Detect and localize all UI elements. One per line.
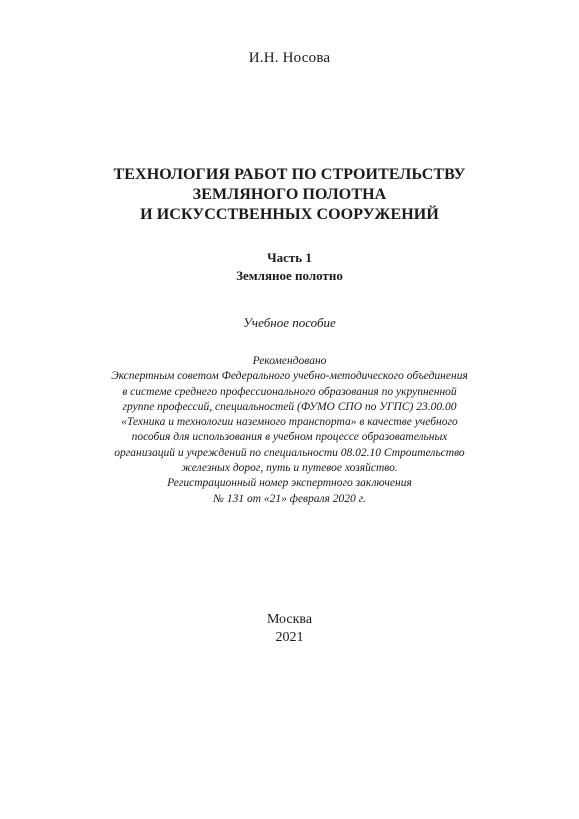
recommendation-line: Регистрационный номер экспертного заключения — [167, 477, 412, 490]
recommendation-line: в системе среднего профессионального образования по укрупненной — [122, 385, 457, 398]
title-line: ТЕХНОЛОГИЯ РАБОТ ПО СТРОИТЕЛЬСТВУ — [113, 166, 466, 183]
part-name: Земляное полотно — [236, 268, 343, 283]
imprint — [0, 611, 579, 647]
recommendation-line: Экспертным советом Федерального учебно-методического объединения — [111, 370, 468, 383]
title-line: И ИСКУССТВЕННЫХ СООРУЖЕНИЙ — [140, 206, 439, 223]
author-name: И.Н. Носова — [248, 50, 331, 66]
title-line: ЗЕМЛЯНОГО ПОЛОТНА — [192, 186, 387, 203]
book-title — [0, 165, 579, 225]
recommendation-line: № 131 от «21» февраля 2020 г. — [213, 492, 366, 505]
recommendation-line: «Техника и технологии наземного транспорта» в качестве учебного — [121, 416, 458, 429]
recommendation-line: железных дорог, путь и путевое хозяйство. — [181, 462, 398, 475]
publication-type: Учебное пособие — [243, 315, 336, 330]
recommendation-note — [40, 354, 539, 507]
recommendation-line: Рекомендовано — [252, 355, 327, 367]
recommendation-line: группе профессий, специальностей (ФУМО СПО по УГПС) 23.00.00 — [122, 400, 457, 413]
publication-city: Москва — [266, 612, 313, 627]
part-number: Часть 1 — [267, 250, 312, 265]
part-info — [0, 249, 579, 285]
recommendation-line: пособия для использования в учебном процессе образовательных — [131, 431, 448, 444]
publication-year: 2021 — [275, 630, 304, 645]
recommendation-line: организаций и учреждений по специальности 08.02.10 Строительство — [114, 446, 465, 459]
